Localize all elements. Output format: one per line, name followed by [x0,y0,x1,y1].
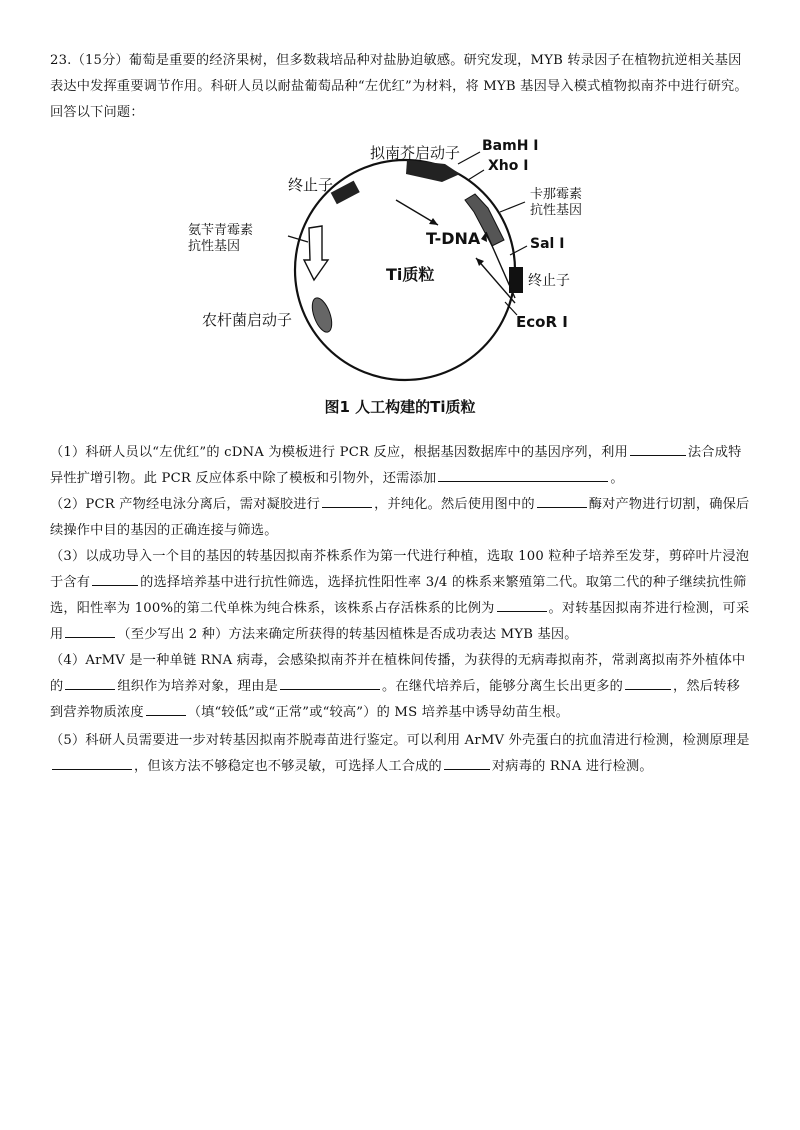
q2-text-b: ，并纯化。然后使用图中的 [374,497,535,512]
question-2 [50,492,750,544]
q4-text-d: ，然后转移到营养物质浓度 [50,679,740,720]
blank-q1-method[interactable] [630,440,686,456]
q5-text-c: 对病毒的 RNA 进行检测。 [491,759,653,774]
leader-kan [500,202,525,212]
label-bamhi: BamH I [482,138,539,154]
blank-q5-principle[interactable] [52,754,132,770]
label-ecori: EcoR I [516,313,568,331]
q5-text-b: ，但该方法不够稳定也不够灵敏，可选择人工合成的 [134,759,442,774]
label-ti-plasmid: Ti质粒 [386,265,435,284]
label-xhoi: Xho I [488,158,529,174]
label-arabidopsis-promoter: 拟南芥启动子 [370,144,461,162]
q4-text-c: 。在继代培养后，能够分离生长出更多的 [382,679,624,694]
label-kanamycin-gene: 抗性基因 [530,203,583,218]
q4-text-a: （4）ArMV 是一种单链 RNA 病毒，会感染拟南芥并在植株间传播，为获得的无病毒拟南芥，常剥离拟南芥外植体中的 [50,653,746,694]
tdna-arrow-right-head [481,232,487,242]
question-score: （15分） [71,53,129,68]
blank-q3-methods[interactable] [65,622,115,638]
blank-q3-medium[interactable] [92,570,138,586]
q4-text-b: 组织作为培养对象，理由是 [117,679,279,694]
q1-text-c: 。 [610,471,624,486]
q4-text-e: （填“较低”或“正常”或“较高”）的 MS 培养基中诱导幼苗生根。 [187,705,570,720]
blank-q2-gel[interactable] [322,492,372,508]
label-terminator-left: 终止子 [288,176,334,194]
arabidopsis-promoter-block [406,160,460,182]
blank-q4-buds[interactable] [625,674,671,690]
blank-q2-enzyme[interactable] [537,492,587,508]
question-intro [50,48,750,126]
q1-text-b: 法合成特异性扩增引物。此 PCR 反应体系中除了模板和引物外，还需添加 [50,445,742,486]
label-kanamycin: 卡那霉素 [530,187,583,202]
q2-text-c: 酶对产物进行切割，确保后续操作中目的基因的正确连接与筛选。 [50,497,750,538]
tdna-arrow-left-head [429,218,438,225]
blank-q4-concentration[interactable] [146,700,186,716]
label-agro-promoter: 农杆菌启动子 [202,311,293,329]
blank-q5-probe[interactable] [444,754,490,770]
label-ampicillin: 氨苄青霉素 [188,223,254,238]
q3-text-d: （至少写出 2 种）方法来确定所获得的转基因植株是否成功表达 MYB 基因。 [117,627,578,642]
label-ampicillin-gene: 抗性基因 [188,239,241,254]
leader-xhoi [468,170,484,180]
leader-bamhi [458,152,480,164]
label-terminator-right: 终止子 [528,273,570,289]
figure-caption: 图1 人工构建的Ti质粒 [324,398,476,416]
blank-q3-ratio[interactable] [497,596,547,612]
question-number: 23. [50,53,72,68]
q1-text-a: （1）科研人员以“左优红”的 cDNA 为模板进行 PCR 反应，根据基因数据库中的基因序列，利用 [50,445,628,460]
q5-text-a: （5）科研人员需要进一步对转基因拟南芥脱毒苗进行鉴定。可以利用 ArMV 外壳蛋白的抗血清进行检测，检测原理是 [50,733,750,748]
ti-plasmid-diagram [170,130,630,430]
question-4 [50,648,750,726]
label-sali: Sal I [530,236,565,252]
q3-text-b: 的选择培养基中进行抗性筛选，选择抗性阳性率 3/4 的株系来繁殖第二代。取第二代的种子继续抗性筛选，阳性率为 100%的第二代单株为纯合株系，该株系占存活株系的比例为 [50,575,747,616]
intro-text: 葡萄是重要的经济果树，但多数栽培品种对盐胁迫敏感。研究发现，MYB 转录因子在植物抗逆相关基因表达中发挥重要调节作用。科研人员以耐盐葡萄品种“左优红”为材料，将 MYB 基因导入模式植物拟南芥中进行研究。回答以下问题： [50,53,748,120]
question-3 [50,544,750,648]
q3-text-c: 。对转基因拟南芥进行检测，可采用 [50,601,750,642]
question-5 [50,728,750,780]
q3-text-a: （3）以成功导入一个目的基因的转基因拟南芥株系作为第一代进行种植，选取 100 粒种子培养至发芽，剪碎叶片浸泡于含有 [50,549,750,590]
ampicillin-gene-block [304,226,328,280]
blank-q4-reason[interactable] [280,674,380,690]
blank-q1-reagents[interactable] [438,466,608,482]
blank-q4-tissue[interactable] [65,674,115,690]
q2-text-a: （2）PCR 产物经电泳分离后，需对凝胶进行 [50,497,321,512]
label-tdna: T-DNA [426,229,481,248]
question-1 [50,440,750,492]
